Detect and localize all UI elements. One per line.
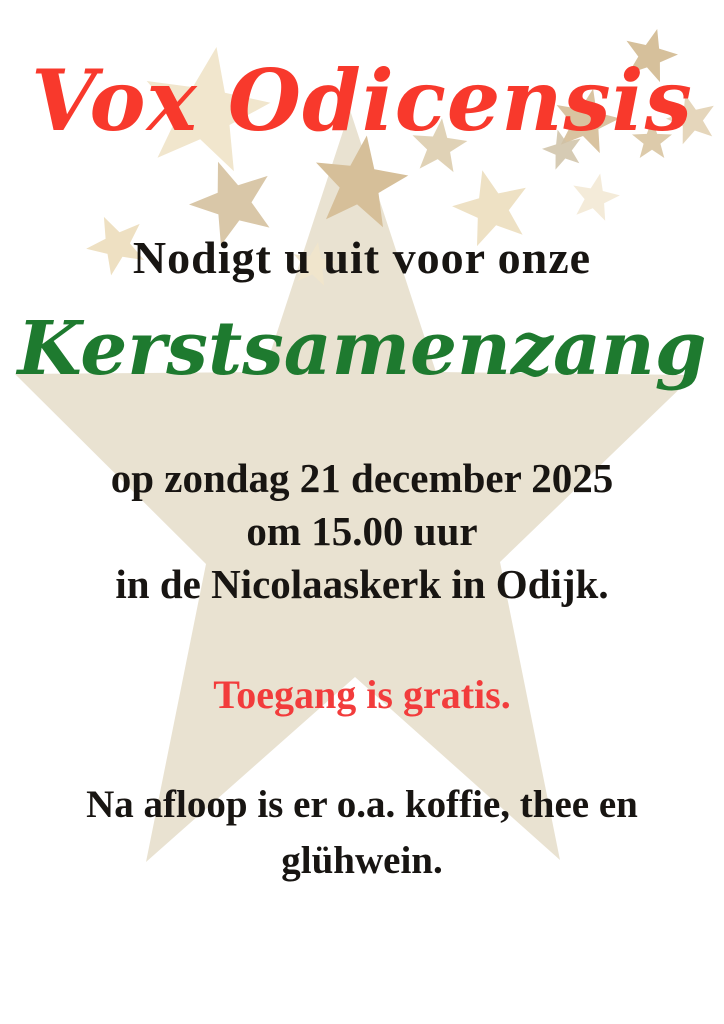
event-name: Kerstsamenzang [17,306,707,392]
event-location: in de Nicolaaskerk in Odijk. [115,561,609,607]
poster-title: Vox Odicensis [31,51,693,150]
star-icon [573,174,620,221]
event-date: op zondag 21 december 2025 [110,455,614,501]
poster-subtitle: Nodigt u uit voor onze [132,232,592,283]
event-time: om 15.00 uur [246,508,478,554]
admission-note: Toegang is gratis. [213,672,511,717]
closing-line-1: Na afloop is er o.a. koffie, thee en [86,783,638,826]
closing-line-2: glühwein. [281,839,443,882]
